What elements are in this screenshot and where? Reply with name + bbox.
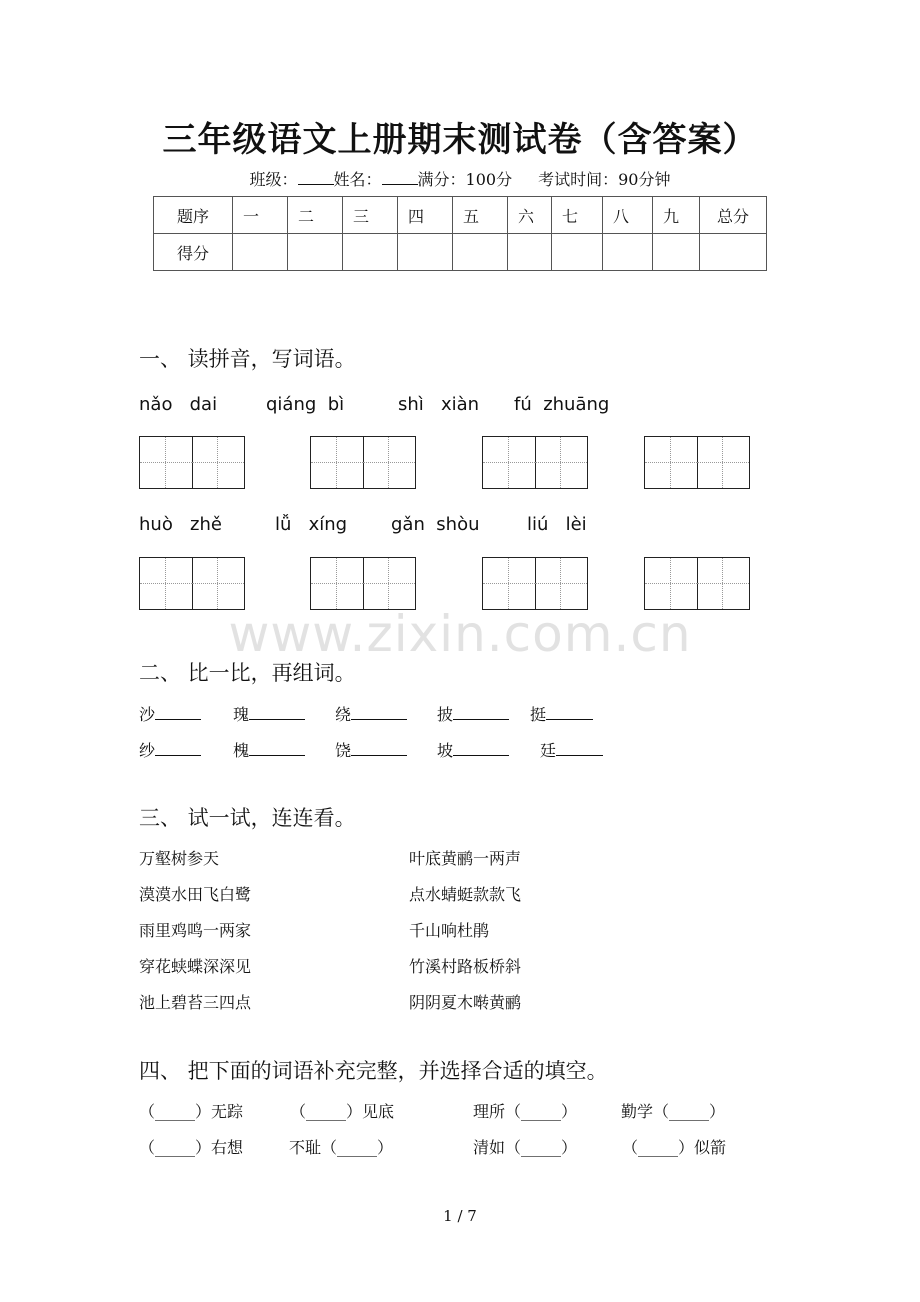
section4-heading: 四、 把下面的词语补充完整，并选择合适的填空。 xyxy=(139,1059,608,1083)
name-blank[interactable] xyxy=(382,170,418,185)
score-cell[interactable] xyxy=(552,234,603,271)
compare-item: 瑰 xyxy=(233,702,305,725)
header-cell: 一 xyxy=(233,197,288,234)
page-title: 三年级语文上册期末测试卷（含答案） xyxy=(162,120,758,160)
match-right-item[interactable]: 阴阴夏木啭黄鹂 xyxy=(409,993,522,1012)
header-cell: 七 xyxy=(552,197,603,234)
idiom-fill-item[interactable]: 清如（_____） xyxy=(473,1138,578,1157)
pinyin: fú zhuāng xyxy=(514,394,610,415)
header-cell: 二 xyxy=(288,197,343,234)
score-table-score-row xyxy=(154,234,767,271)
score-cell[interactable] xyxy=(453,234,508,271)
match-left-item[interactable]: 穿花蛱蝶深深见 xyxy=(139,957,252,976)
score-label: 满分：100分 xyxy=(417,170,513,189)
compare-item: 坡 xyxy=(437,738,509,761)
idiom-fill-item[interactable]: （_____）见底 xyxy=(290,1102,395,1121)
compare-item: 槐 xyxy=(233,738,305,761)
idiom-fill-item[interactable]: 不耻（_____） xyxy=(289,1138,394,1157)
writing-grid[interactable] xyxy=(310,557,416,610)
score-cell[interactable] xyxy=(398,234,453,271)
header-cell: 总分 xyxy=(700,197,767,234)
writing-grid[interactable] xyxy=(644,557,750,610)
score-row-label: 得分 xyxy=(154,234,233,271)
writing-grid[interactable] xyxy=(482,557,588,610)
score-cell[interactable] xyxy=(603,234,653,271)
match-left-item[interactable]: 雨里鸡鸣一两家 xyxy=(139,921,252,940)
writing-grid[interactable] xyxy=(139,436,245,489)
pinyin: qiáng bì xyxy=(266,394,345,415)
writing-grid[interactable] xyxy=(482,436,588,489)
score-cell[interactable] xyxy=(653,234,700,271)
score-cell[interactable] xyxy=(343,234,398,271)
score-cell[interactable] xyxy=(700,234,767,271)
header-cell: 八 xyxy=(603,197,653,234)
exam-info xyxy=(0,167,920,190)
score-cell[interactable] xyxy=(508,234,552,271)
match-left-item[interactable]: 池上碧苔三四点 xyxy=(139,993,252,1012)
pinyin: gǎn shòu xyxy=(391,514,480,535)
header-cell: 四 xyxy=(398,197,453,234)
section3-heading: 三、 试一试，连连看。 xyxy=(139,806,356,830)
header-cell: 六 xyxy=(508,197,552,234)
pinyin: nǎo dai xyxy=(139,394,218,415)
header-cell: 三 xyxy=(343,197,398,234)
compare-item: 饶 xyxy=(335,738,407,761)
compare-item: 绕 xyxy=(335,702,407,725)
header-cell: 九 xyxy=(653,197,700,234)
pinyin: lǚ xíng xyxy=(275,514,348,535)
compare-item: 沙 xyxy=(139,702,201,725)
header-cell: 题序 xyxy=(154,197,233,234)
writing-grid[interactable] xyxy=(310,436,416,489)
pinyin: shì xiàn xyxy=(398,394,480,415)
match-right-item[interactable]: 千山响杜鹃 xyxy=(409,921,490,940)
time-label: 考试时间：90分钟 xyxy=(538,170,671,189)
score-table-header-row xyxy=(154,197,767,234)
match-right-item[interactable]: 点水蜻蜓款款飞 xyxy=(409,885,522,904)
page-number: 1 / 7 xyxy=(443,1207,477,1225)
match-left-item[interactable]: 漠漠水田飞白鹭 xyxy=(139,885,252,904)
idiom-fill-item[interactable]: 勤学（_____） xyxy=(621,1102,726,1121)
compare-item: 纱 xyxy=(139,738,201,761)
writing-grid[interactable] xyxy=(644,436,750,489)
header-cell: 五 xyxy=(453,197,508,234)
idiom-fill-item[interactable]: 理所（_____） xyxy=(473,1102,578,1121)
idiom-fill-item[interactable]: （_____）无踪 xyxy=(139,1102,244,1121)
match-right-item[interactable]: 竹溪村路板桥斜 xyxy=(409,957,522,976)
name-label: 姓名： xyxy=(333,170,382,189)
score-table xyxy=(153,196,767,271)
score-cell[interactable] xyxy=(233,234,288,271)
pinyin: huò zhě xyxy=(139,514,222,535)
pinyin: liú lèi xyxy=(527,514,587,535)
class-label: 班级： xyxy=(249,170,298,189)
idiom-fill-item[interactable]: （_____）右想 xyxy=(139,1138,244,1157)
match-left-item[interactable]: 万壑树参天 xyxy=(139,849,220,868)
section2-heading: 二、 比一比，再组词。 xyxy=(139,661,356,685)
writing-grid[interactable] xyxy=(139,557,245,610)
watermark: www.zixin.com.cn xyxy=(228,605,692,663)
compare-item: 挺 xyxy=(530,702,593,725)
section1-heading: 一、 读拼音，写词语。 xyxy=(139,347,356,371)
class-blank[interactable] xyxy=(298,170,334,185)
idiom-fill-item[interactable]: （_____）似箭 xyxy=(622,1138,727,1157)
match-right-item[interactable]: 叶底黄鹂一两声 xyxy=(409,849,522,868)
compare-item: 廷 xyxy=(540,738,603,761)
score-cell[interactable] xyxy=(288,234,343,271)
compare-item: 披 xyxy=(437,702,509,725)
